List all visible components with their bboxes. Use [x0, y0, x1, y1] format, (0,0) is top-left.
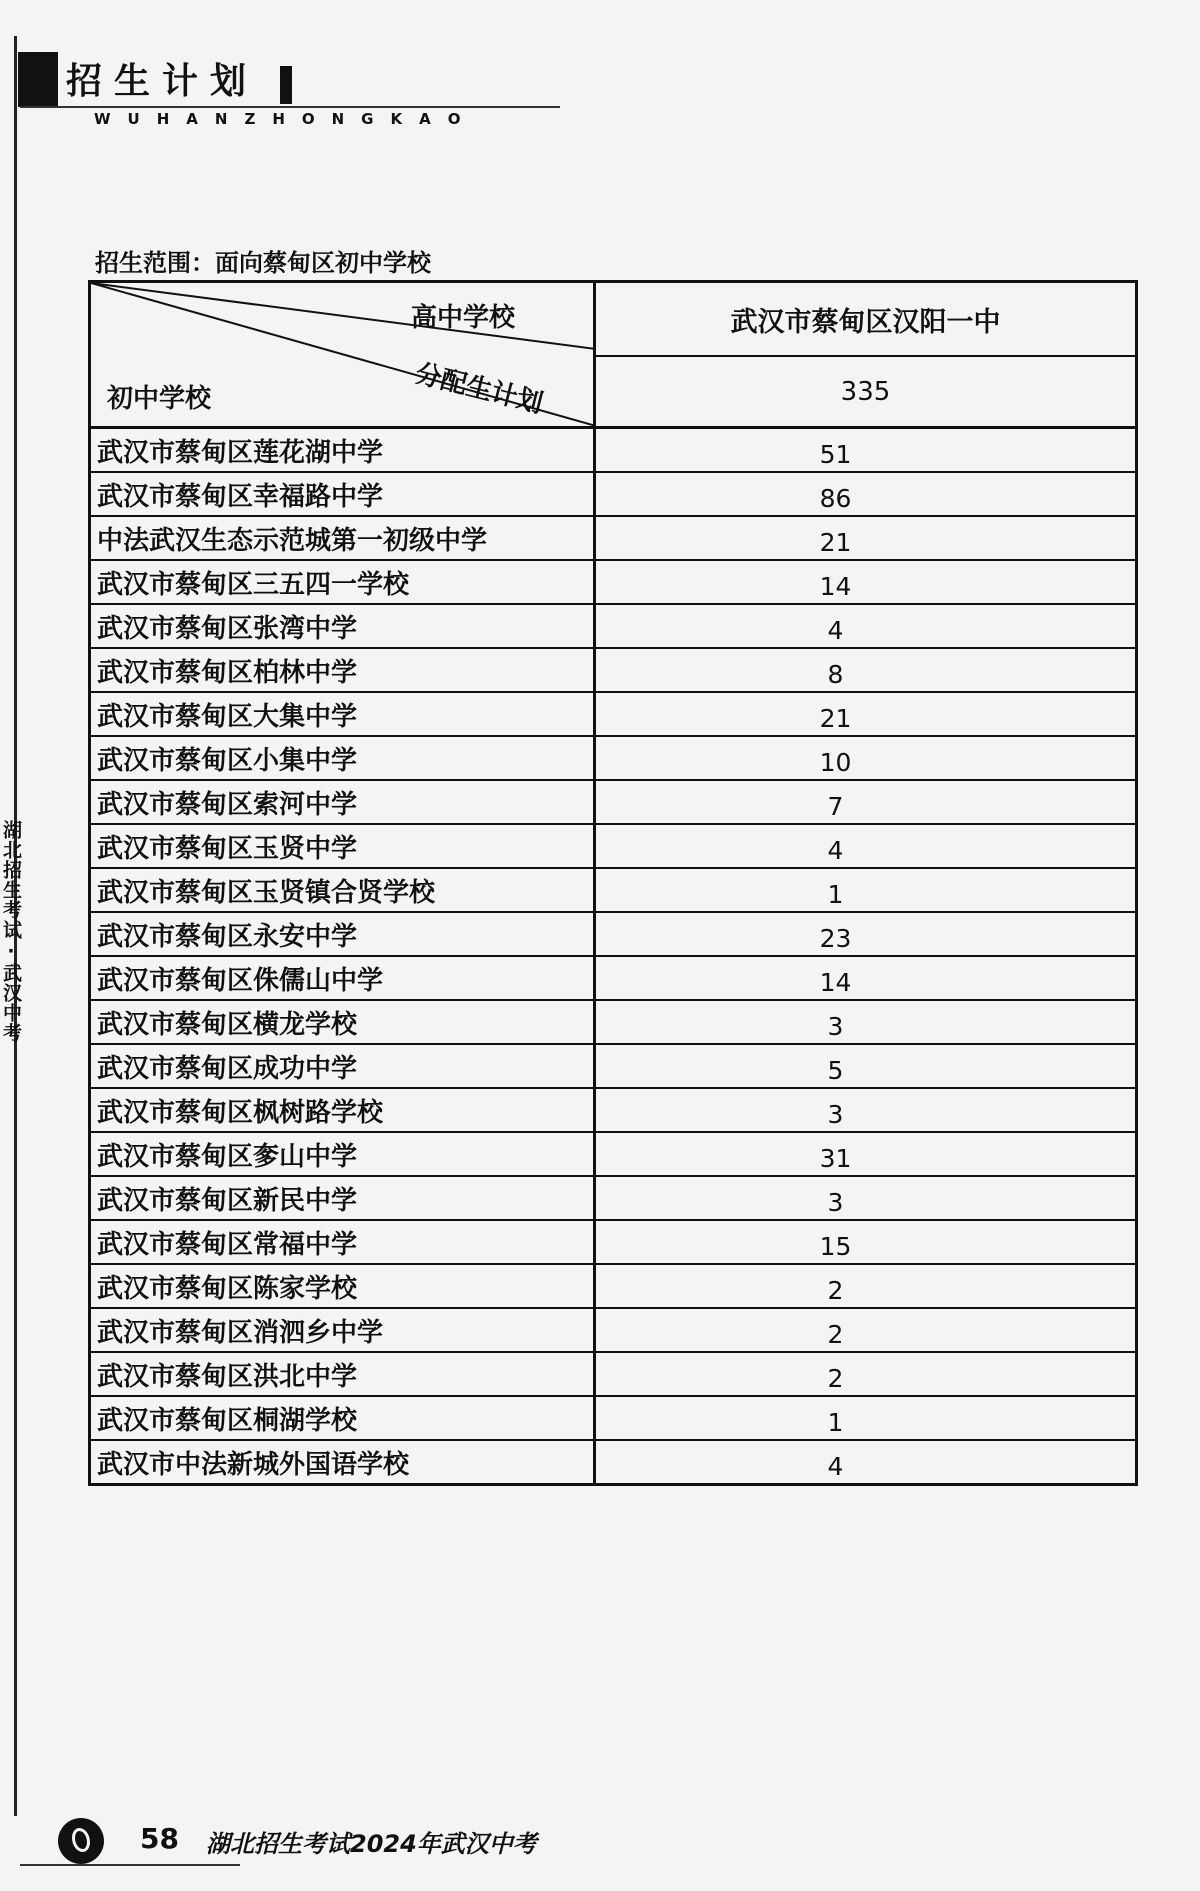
table-row: [91, 1089, 1135, 1133]
allocation-plan-value: 8: [827, 660, 844, 689]
junior-school-name: 武汉市蔡甸区莲花湖中学: [91, 429, 596, 471]
junior-school-name: 武汉市蔡甸区幸福路中学: [91, 473, 596, 515]
header-rule: [20, 106, 560, 108]
header-right-cells: [596, 283, 1135, 426]
section-title: 招生计划: [66, 61, 259, 102]
allocation-plan-value: 4: [827, 836, 844, 865]
junior-school-name: 武汉市蔡甸区玉贤中学: [91, 825, 596, 867]
allocation-plan-value: 7: [827, 792, 844, 821]
junior-school-name: 武汉市蔡甸区永安中学: [91, 913, 596, 955]
table-row: [91, 957, 1135, 1001]
junior-school-name: 武汉市蔡甸区侏儒山中学: [91, 957, 596, 999]
allocation-plan-value: 1: [827, 880, 844, 909]
junior-school-name: 武汉市蔡甸区张湾中学: [91, 605, 596, 647]
table-row: [91, 1441, 1135, 1483]
allocation-plan-value: 86: [819, 484, 852, 513]
header-block-mark: [18, 52, 58, 107]
junior-school-name: 武汉市蔡甸区柏林中学: [91, 649, 596, 691]
allocation-plan-value: 31: [819, 1144, 852, 1173]
allocation-plan-value: 21: [819, 528, 852, 557]
junior-school-name: 武汉市蔡甸区新民中学: [91, 1177, 596, 1219]
allocation-plan-value: 15: [819, 1232, 852, 1261]
allocation-plan-value: 2: [827, 1276, 844, 1305]
table-row: [91, 693, 1135, 737]
side-running-title: 湖北招生考试·武汉中考: [0, 820, 22, 1043]
allocation-plan-value: 2: [827, 1320, 844, 1349]
table-row: [91, 561, 1135, 605]
table-row: [91, 1353, 1135, 1397]
junior-school-name: 武汉市蔡甸区小集中学: [91, 737, 596, 779]
header-high-school-label: 高中学校: [411, 303, 516, 333]
junior-school-name: 武汉市蔡甸区横龙学校: [91, 1001, 596, 1043]
table-row: [91, 1265, 1135, 1309]
header-junior-school-label: 初中学校: [107, 384, 212, 414]
table-row: [91, 1397, 1135, 1441]
junior-school-name: 武汉市蔡甸区成功中学: [91, 1045, 596, 1087]
table-row: [91, 429, 1135, 473]
enrollment-scope: 招生范围：面向蔡甸区初中学校: [95, 249, 431, 277]
junior-school-name: 武汉市蔡甸区索河中学: [91, 781, 596, 823]
table-row: [91, 737, 1135, 781]
allocation-plan-value: 3: [827, 1012, 844, 1041]
table-row: [91, 913, 1135, 957]
header-plan-label: 分配生计划: [412, 358, 546, 420]
table-row: [91, 649, 1135, 693]
junior-school-name: 武汉市蔡甸区大集中学: [91, 693, 596, 735]
junior-school-name: 武汉市蔡甸区枫树路学校: [91, 1089, 596, 1131]
allocation-plan-value: 51: [819, 440, 852, 469]
junior-school-name: 武汉市蔡甸区消泗乡中学: [91, 1309, 596, 1351]
allocation-plan-value: 4: [827, 1452, 844, 1481]
table-body: [91, 429, 1135, 1483]
allocation-plan-value: 14: [819, 968, 852, 997]
table-header-row: [91, 283, 1135, 429]
header-end-mark: [280, 66, 292, 104]
junior-school-name: 武汉市蔡甸区奓山中学: [91, 1133, 596, 1175]
allocation-plan-value: 3: [827, 1188, 844, 1217]
allocation-plan-value: 23: [819, 924, 852, 953]
diagonal-header-cell: [91, 283, 596, 426]
table-row: [91, 605, 1135, 649]
table-row: [91, 1045, 1135, 1089]
allocation-plan-value: 14: [819, 572, 852, 601]
junior-school-name: 中法武汉生态示范城第一初级中学: [91, 517, 596, 559]
junior-school-name: 武汉市蔡甸区常福中学: [91, 1221, 596, 1263]
junior-school-name: 武汉市蔡甸区陈家学校: [91, 1265, 596, 1307]
allocation-plan-value: 4: [827, 616, 844, 645]
table-row: [91, 473, 1135, 517]
allocation-plan-value: 21: [819, 704, 852, 733]
allocation-table: [88, 280, 1138, 1486]
publication-title: 湖北招生考试2024年武汉中考: [206, 1830, 537, 1858]
table-row: [91, 1309, 1135, 1353]
high-school-name: 武汉市蔡甸区汉阳一中: [596, 283, 1135, 357]
junior-school-name: 武汉市蔡甸区玉贤镇合贤学校: [91, 869, 596, 911]
table-row: [91, 1001, 1135, 1045]
allocation-plan-value: 5: [827, 1056, 844, 1085]
junior-school-name: 武汉市蔡甸区三五四一学校: [91, 561, 596, 603]
allocation-plan-value: 1: [827, 1408, 844, 1437]
footer-rule: [20, 1864, 240, 1866]
table-row: [91, 869, 1135, 913]
page-number: 58: [140, 1822, 179, 1855]
junior-school-name: 武汉市蔡甸区洪北中学: [91, 1353, 596, 1395]
allocation-plan-value: 3: [827, 1100, 844, 1129]
table-row: [91, 517, 1135, 561]
table-row: [91, 825, 1135, 869]
total-plan: 335: [840, 376, 891, 407]
table-row: [91, 781, 1135, 825]
allocation-plan-value: 10: [819, 748, 852, 777]
allocation-plan-value: 2: [827, 1364, 844, 1393]
table-row: [91, 1133, 1135, 1177]
junior-school-name: 武汉市蔡甸区桐湖学校: [91, 1397, 596, 1439]
publisher-logo-icon: [58, 1818, 104, 1864]
junior-school-name: 武汉市中法新城外国语学校: [91, 1441, 596, 1483]
table-row: [91, 1177, 1135, 1221]
table-row: [91, 1221, 1135, 1265]
section-subtitle: WUHANZHONGKAO: [94, 110, 478, 128]
